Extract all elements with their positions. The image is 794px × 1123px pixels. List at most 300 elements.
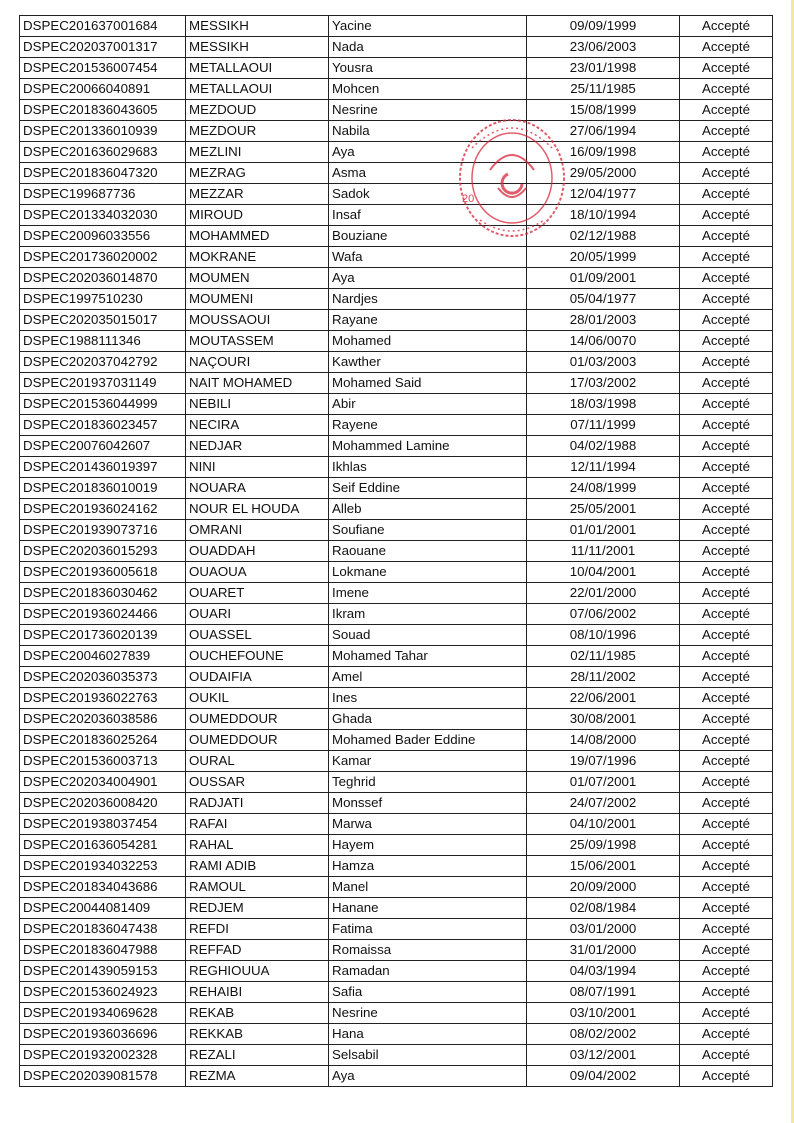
table-row — [20, 310, 773, 331]
cell-birth-date: 22/06/2001 — [527, 688, 680, 709]
table-row — [20, 709, 773, 730]
cell-birth-date: 14/06/0070 — [527, 331, 680, 352]
cell-status: Accepté — [680, 1024, 773, 1045]
cell-status: Accepté — [680, 646, 773, 667]
cell-status: Accepté — [680, 37, 773, 58]
cell-birth-date: 22/01/2000 — [527, 583, 680, 604]
table-row — [20, 793, 773, 814]
cell-first-name: Manel — [329, 877, 527, 898]
cell-status: Accepté — [680, 625, 773, 646]
cell-status: Accepté — [680, 436, 773, 457]
table-row — [20, 352, 773, 373]
cell-application-id: DSPEC201636054281 — [20, 835, 186, 856]
cell-application-id: DSPEC201836025264 — [20, 730, 186, 751]
cell-first-name: Aya — [329, 1066, 527, 1087]
cell-birth-date: 12/11/1994 — [527, 457, 680, 478]
cell-last-name: MOUSSAOUI — [186, 310, 329, 331]
cell-application-id: DSPEC20076042607 — [20, 436, 186, 457]
cell-birth-date: 01/09/2001 — [527, 268, 680, 289]
cell-status: Accepté — [680, 961, 773, 982]
cell-last-name: NEDJAR — [186, 436, 329, 457]
cell-last-name: OUARET — [186, 583, 329, 604]
cell-first-name: Mohamed Tahar — [329, 646, 527, 667]
cell-status: Accepté — [680, 226, 773, 247]
cell-application-id: DSPEC202036035373 — [20, 667, 186, 688]
cell-first-name: Kawther — [329, 352, 527, 373]
table-row — [20, 835, 773, 856]
table-row — [20, 373, 773, 394]
cell-application-id: DSPEC201934032253 — [20, 856, 186, 877]
cell-status: Accepté — [680, 835, 773, 856]
cell-application-id: DSPEC201836047320 — [20, 163, 186, 184]
cell-last-name: OUAOUA — [186, 562, 329, 583]
table-row — [20, 79, 773, 100]
cell-birth-date: 04/10/2001 — [527, 814, 680, 835]
cell-status: Accepté — [680, 709, 773, 730]
table-row — [20, 226, 773, 247]
table-row — [20, 562, 773, 583]
cell-first-name: Ikhlas — [329, 457, 527, 478]
cell-last-name: OUMEDDOUR — [186, 709, 329, 730]
cell-first-name: Hanane — [329, 898, 527, 919]
cell-last-name: METALLAOUI — [186, 58, 329, 79]
table-row — [20, 394, 773, 415]
cell-birth-date: 14/08/2000 — [527, 730, 680, 751]
cell-first-name: Teghrid — [329, 772, 527, 793]
cell-last-name: MEZDOUR — [186, 121, 329, 142]
cell-application-id: DSPEC202037001317 — [20, 37, 186, 58]
table-row — [20, 541, 773, 562]
cell-birth-date: 25/11/1985 — [527, 79, 680, 100]
cell-birth-date: 16/09/1998 — [527, 142, 680, 163]
cell-first-name: Mohcen — [329, 79, 527, 100]
cell-first-name: Ines — [329, 688, 527, 709]
table-row — [20, 961, 773, 982]
cell-last-name: OUKIL — [186, 688, 329, 709]
cell-application-id: DSPEC20046027839 — [20, 646, 186, 667]
cell-birth-date: 20/09/2000 — [527, 877, 680, 898]
cell-first-name: Ikram — [329, 604, 527, 625]
cell-status: Accepté — [680, 1003, 773, 1024]
cell-status: Accepté — [680, 793, 773, 814]
cell-status: Accepté — [680, 982, 773, 1003]
table-row — [20, 814, 773, 835]
table-row — [20, 37, 773, 58]
cell-first-name: Monssef — [329, 793, 527, 814]
cell-birth-date: 02/08/1984 — [527, 898, 680, 919]
cell-last-name: REZALI — [186, 1045, 329, 1066]
table-row — [20, 415, 773, 436]
cell-last-name: NAÇOURI — [186, 352, 329, 373]
cell-last-name: NECIRA — [186, 415, 329, 436]
cell-status: Accepté — [680, 184, 773, 205]
cell-application-id: DSPEC201936022763 — [20, 688, 186, 709]
cell-birth-date: 12/04/1977 — [527, 184, 680, 205]
table-row — [20, 583, 773, 604]
cell-status: Accepté — [680, 268, 773, 289]
table-row — [20, 58, 773, 79]
cell-first-name: Safia — [329, 982, 527, 1003]
cell-application-id: DSPEC202039081578 — [20, 1066, 186, 1087]
cell-birth-date: 28/11/2002 — [527, 667, 680, 688]
cell-application-id: DSPEC202036008420 — [20, 793, 186, 814]
cell-application-id: DSPEC201436019397 — [20, 457, 186, 478]
cell-last-name: MESSIKH — [186, 37, 329, 58]
cell-application-id: DSPEC201936024466 — [20, 604, 186, 625]
cell-last-name: MOKRANE — [186, 247, 329, 268]
table-row — [20, 1024, 773, 1045]
cell-birth-date: 23/01/1998 — [527, 58, 680, 79]
cell-status: Accepté — [680, 499, 773, 520]
cell-last-name: RAFAI — [186, 814, 329, 835]
cell-birth-date: 01/03/2003 — [527, 352, 680, 373]
table-row — [20, 856, 773, 877]
cell-application-id: DSPEC201836023457 — [20, 415, 186, 436]
cell-status: Accepté — [680, 79, 773, 100]
cell-last-name: RADJATI — [186, 793, 329, 814]
cell-first-name: Hayem — [329, 835, 527, 856]
cell-first-name: Insaf — [329, 205, 527, 226]
cell-application-id: DSPEC201836047988 — [20, 940, 186, 961]
cell-last-name: REFDI — [186, 919, 329, 940]
cell-status: Accepté — [680, 583, 773, 604]
cell-birth-date: 18/10/1994 — [527, 205, 680, 226]
cell-status: Accepté — [680, 100, 773, 121]
cell-application-id: DSPEC201836010019 — [20, 478, 186, 499]
cell-birth-date: 03/10/2001 — [527, 1003, 680, 1024]
cell-last-name: REGHIOUUA — [186, 961, 329, 982]
cell-birth-date: 25/09/1998 — [527, 835, 680, 856]
cell-last-name: MIROUD — [186, 205, 329, 226]
cell-status: Accepté — [680, 562, 773, 583]
table-row — [20, 436, 773, 457]
cell-first-name: Nada — [329, 37, 527, 58]
table-row — [20, 940, 773, 961]
cell-application-id: DSPEC201736020002 — [20, 247, 186, 268]
cell-last-name: MESSIKH — [186, 16, 329, 37]
table-row — [20, 520, 773, 541]
cell-birth-date: 15/08/1999 — [527, 100, 680, 121]
table-row — [20, 898, 773, 919]
cell-birth-date: 10/04/2001 — [527, 562, 680, 583]
cell-status: Accepté — [680, 394, 773, 415]
cell-last-name: REZMA — [186, 1066, 329, 1087]
table-row — [20, 667, 773, 688]
cell-birth-date: 08/02/2002 — [527, 1024, 680, 1045]
cell-birth-date: 01/01/2001 — [527, 520, 680, 541]
cell-first-name: Souad — [329, 625, 527, 646]
cell-last-name: NOUARA — [186, 478, 329, 499]
cell-application-id: DSPEC201536007454 — [20, 58, 186, 79]
cell-status: Accepté — [680, 772, 773, 793]
cell-application-id: DSPEC201439059153 — [20, 961, 186, 982]
table-row — [20, 142, 773, 163]
cell-first-name: Fatima — [329, 919, 527, 940]
cell-status: Accepté — [680, 457, 773, 478]
cell-first-name: Ghada — [329, 709, 527, 730]
cell-application-id: DSPEC201936036696 — [20, 1024, 186, 1045]
cell-application-id: DSPEC201939073716 — [20, 520, 186, 541]
cell-application-id: DSPEC201736020139 — [20, 625, 186, 646]
cell-birth-date: 11/11/2001 — [527, 541, 680, 562]
cell-first-name: Yacine — [329, 16, 527, 37]
cell-first-name: Lokmane — [329, 562, 527, 583]
cell-last-name: MEZLINI — [186, 142, 329, 163]
cell-application-id: DSPEC201536003713 — [20, 751, 186, 772]
cell-application-id: DSPEC201334032030 — [20, 205, 186, 226]
table-row — [20, 646, 773, 667]
cell-status: Accepté — [680, 16, 773, 37]
cell-birth-date: 04/03/1994 — [527, 961, 680, 982]
cell-application-id: DSPEC20044081409 — [20, 898, 186, 919]
cell-status: Accepté — [680, 667, 773, 688]
table-row — [20, 919, 773, 940]
cell-application-id: DSPEC202036038586 — [20, 709, 186, 730]
cell-birth-date: 24/07/2002 — [527, 793, 680, 814]
table-row — [20, 121, 773, 142]
cell-status: Accepté — [680, 814, 773, 835]
results-table-container — [19, 15, 772, 1087]
table-row — [20, 688, 773, 709]
cell-last-name: MOUMENI — [186, 289, 329, 310]
cell-last-name: MEZDOUD — [186, 100, 329, 121]
cell-last-name: METALLAOUI — [186, 79, 329, 100]
cell-application-id: DSPEC201336010939 — [20, 121, 186, 142]
cell-birth-date: 09/04/2002 — [527, 1066, 680, 1087]
table-row — [20, 184, 773, 205]
cell-last-name: MOUMEN — [186, 268, 329, 289]
cell-birth-date: 05/04/1977 — [527, 289, 680, 310]
cell-last-name: OUMEDDOUR — [186, 730, 329, 751]
cell-application-id: DSPEC199687736 — [20, 184, 186, 205]
cell-status: Accepté — [680, 310, 773, 331]
cell-birth-date: 20/05/1999 — [527, 247, 680, 268]
cell-last-name: NINI — [186, 457, 329, 478]
cell-last-name: MEZRAG — [186, 163, 329, 184]
table-row — [20, 751, 773, 772]
table-row — [20, 163, 773, 184]
cell-last-name: MOUTASSEM — [186, 331, 329, 352]
cell-last-name: OURAL — [186, 751, 329, 772]
cell-birth-date: 27/06/1994 — [527, 121, 680, 142]
cell-birth-date: 23/06/2003 — [527, 37, 680, 58]
cell-status: Accepté — [680, 898, 773, 919]
cell-application-id: DSPEC202036015293 — [20, 541, 186, 562]
cell-status: Accepté — [680, 1066, 773, 1087]
cell-birth-date: 28/01/2003 — [527, 310, 680, 331]
cell-application-id: DSPEC202036014870 — [20, 268, 186, 289]
cell-last-name: NEBILI — [186, 394, 329, 415]
cell-application-id: DSPEC201836047438 — [20, 919, 186, 940]
cell-birth-date: 29/05/2000 — [527, 163, 680, 184]
table-row — [20, 1003, 773, 1024]
cell-last-name: OUCHEFOUNE — [186, 646, 329, 667]
cell-birth-date: 02/11/1985 — [527, 646, 680, 667]
cell-first-name: Rayane — [329, 310, 527, 331]
cell-application-id: DSPEC201637001684 — [20, 16, 186, 37]
cell-first-name: Mohamed — [329, 331, 527, 352]
cell-first-name: Alleb — [329, 499, 527, 520]
cell-status: Accepté — [680, 58, 773, 79]
cell-first-name: Amel — [329, 667, 527, 688]
cell-status: Accepté — [680, 541, 773, 562]
cell-application-id: DSPEC201938037454 — [20, 814, 186, 835]
cell-first-name: Imene — [329, 583, 527, 604]
cell-first-name: Soufiane — [329, 520, 527, 541]
cell-status: Accepté — [680, 940, 773, 961]
cell-birth-date: 18/03/1998 — [527, 394, 680, 415]
cell-status: Accepté — [680, 751, 773, 772]
cell-last-name: OUARI — [186, 604, 329, 625]
cell-status: Accepté — [680, 289, 773, 310]
table-row — [20, 772, 773, 793]
table-row — [20, 625, 773, 646]
cell-last-name: REDJEM — [186, 898, 329, 919]
table-row — [20, 331, 773, 352]
cell-birth-date: 07/11/1999 — [527, 415, 680, 436]
cell-application-id: DSPEC201934069628 — [20, 1003, 186, 1024]
cell-first-name: Rayene — [329, 415, 527, 436]
cell-status: Accepté — [680, 373, 773, 394]
cell-application-id: DSPEC201836043605 — [20, 100, 186, 121]
cell-status: Accepté — [680, 331, 773, 352]
table-row — [20, 499, 773, 520]
cell-status: Accepté — [680, 205, 773, 226]
table-row — [20, 247, 773, 268]
cell-first-name: Ramadan — [329, 961, 527, 982]
cell-status: Accepté — [680, 478, 773, 499]
cell-birth-date: 24/08/1999 — [527, 478, 680, 499]
cell-first-name: Seif Eddine — [329, 478, 527, 499]
cell-birth-date: 08/07/1991 — [527, 982, 680, 1003]
cell-first-name: Kamar — [329, 751, 527, 772]
cell-first-name: Nardjes — [329, 289, 527, 310]
table-row — [20, 877, 773, 898]
cell-status: Accepté — [680, 877, 773, 898]
cell-first-name: Selsabil — [329, 1045, 527, 1066]
cell-first-name: Sadok — [329, 184, 527, 205]
cell-birth-date: 15/06/2001 — [527, 856, 680, 877]
cell-last-name: RAHAL — [186, 835, 329, 856]
cell-first-name: Romaissa — [329, 940, 527, 961]
cell-application-id: DSPEC201536044999 — [20, 394, 186, 415]
cell-last-name: OUSSAR — [186, 772, 329, 793]
cell-status: Accepté — [680, 688, 773, 709]
cell-application-id: DSPEC201836030462 — [20, 583, 186, 604]
cell-last-name: OUADDAH — [186, 541, 329, 562]
cell-birth-date: 01/07/2001 — [527, 772, 680, 793]
cell-birth-date: 30/08/2001 — [527, 709, 680, 730]
cell-application-id: DSPEC201936024162 — [20, 499, 186, 520]
cell-birth-date: 07/06/2002 — [527, 604, 680, 625]
cell-application-id: DSPEC20066040891 — [20, 79, 186, 100]
cell-application-id: DSPEC201636029683 — [20, 142, 186, 163]
cell-status: Accepté — [680, 415, 773, 436]
table-row — [20, 205, 773, 226]
cell-application-id: DSPEC1988111346 — [20, 331, 186, 352]
cell-application-id: DSPEC201932002328 — [20, 1045, 186, 1066]
cell-application-id: DSPEC202037042792 — [20, 352, 186, 373]
cell-status: Accepté — [680, 604, 773, 625]
cell-status: Accepté — [680, 919, 773, 940]
cell-birth-date: 25/05/2001 — [527, 499, 680, 520]
table-row — [20, 100, 773, 121]
cell-first-name: Raouane — [329, 541, 527, 562]
stamp-lettering: 20 — [462, 193, 475, 205]
cell-birth-date: 08/10/1996 — [527, 625, 680, 646]
cell-last-name: MEZZAR — [186, 184, 329, 205]
cell-status: Accepté — [680, 163, 773, 184]
cell-last-name: MOHAMMED — [186, 226, 329, 247]
table-row — [20, 604, 773, 625]
results-table — [19, 15, 773, 1087]
cell-birth-date: 19/07/1996 — [527, 751, 680, 772]
table-row — [20, 1045, 773, 1066]
cell-last-name: RAMI ADIB — [186, 856, 329, 877]
cell-status: Accepté — [680, 352, 773, 373]
table-row — [20, 268, 773, 289]
cell-status: Accepté — [680, 1045, 773, 1066]
cell-status: Accepté — [680, 121, 773, 142]
cell-first-name: Asma — [329, 163, 527, 184]
table-row — [20, 16, 773, 37]
cell-first-name: Mohamed Said — [329, 373, 527, 394]
cell-first-name: Nesrine — [329, 100, 527, 121]
cell-status: Accepté — [680, 520, 773, 541]
table-row — [20, 457, 773, 478]
cell-application-id: DSPEC20096033556 — [20, 226, 186, 247]
cell-application-id: DSPEC201834043686 — [20, 877, 186, 898]
cell-birth-date: 04/02/1988 — [527, 436, 680, 457]
results-table-body — [20, 16, 773, 1087]
cell-status: Accepté — [680, 730, 773, 751]
cell-last-name: NOUR EL HOUDA — [186, 499, 329, 520]
cell-last-name: REFFAD — [186, 940, 329, 961]
cell-birth-date: 09/09/1999 — [527, 16, 680, 37]
cell-last-name: OUDAIFIA — [186, 667, 329, 688]
cell-status: Accepté — [680, 247, 773, 268]
table-row — [20, 478, 773, 499]
cell-application-id: DSPEC202034004901 — [20, 772, 186, 793]
cell-birth-date: 03/12/2001 — [527, 1045, 680, 1066]
cell-last-name: OMRANI — [186, 520, 329, 541]
table-row — [20, 289, 773, 310]
cell-first-name: Yousra — [329, 58, 527, 79]
cell-last-name: NAIT MOHAMED — [186, 373, 329, 394]
cell-first-name: Bouziane — [329, 226, 527, 247]
table-row — [20, 1066, 773, 1087]
cell-status: Accepté — [680, 142, 773, 163]
cell-first-name: Wafa — [329, 247, 527, 268]
cell-application-id: DSPEC201937031149 — [20, 373, 186, 394]
cell-application-id: DSPEC201536024923 — [20, 982, 186, 1003]
cell-first-name: Marwa — [329, 814, 527, 835]
cell-first-name: Nabila — [329, 121, 527, 142]
cell-birth-date: 03/01/2000 — [527, 919, 680, 940]
cell-application-id: DSPEC202035015017 — [20, 310, 186, 331]
cell-last-name: REHAIBI — [186, 982, 329, 1003]
cell-last-name: RAMOUL — [186, 877, 329, 898]
cell-last-name: REKAB — [186, 1003, 329, 1024]
cell-status: Accepté — [680, 856, 773, 877]
table-row — [20, 730, 773, 751]
cell-birth-date: 17/03/2002 — [527, 373, 680, 394]
cell-first-name: Aya — [329, 268, 527, 289]
cell-first-name: Abir — [329, 394, 527, 415]
table-row — [20, 982, 773, 1003]
cell-last-name: OUASSEL — [186, 625, 329, 646]
cell-application-id: DSPEC1997510230 — [20, 289, 186, 310]
